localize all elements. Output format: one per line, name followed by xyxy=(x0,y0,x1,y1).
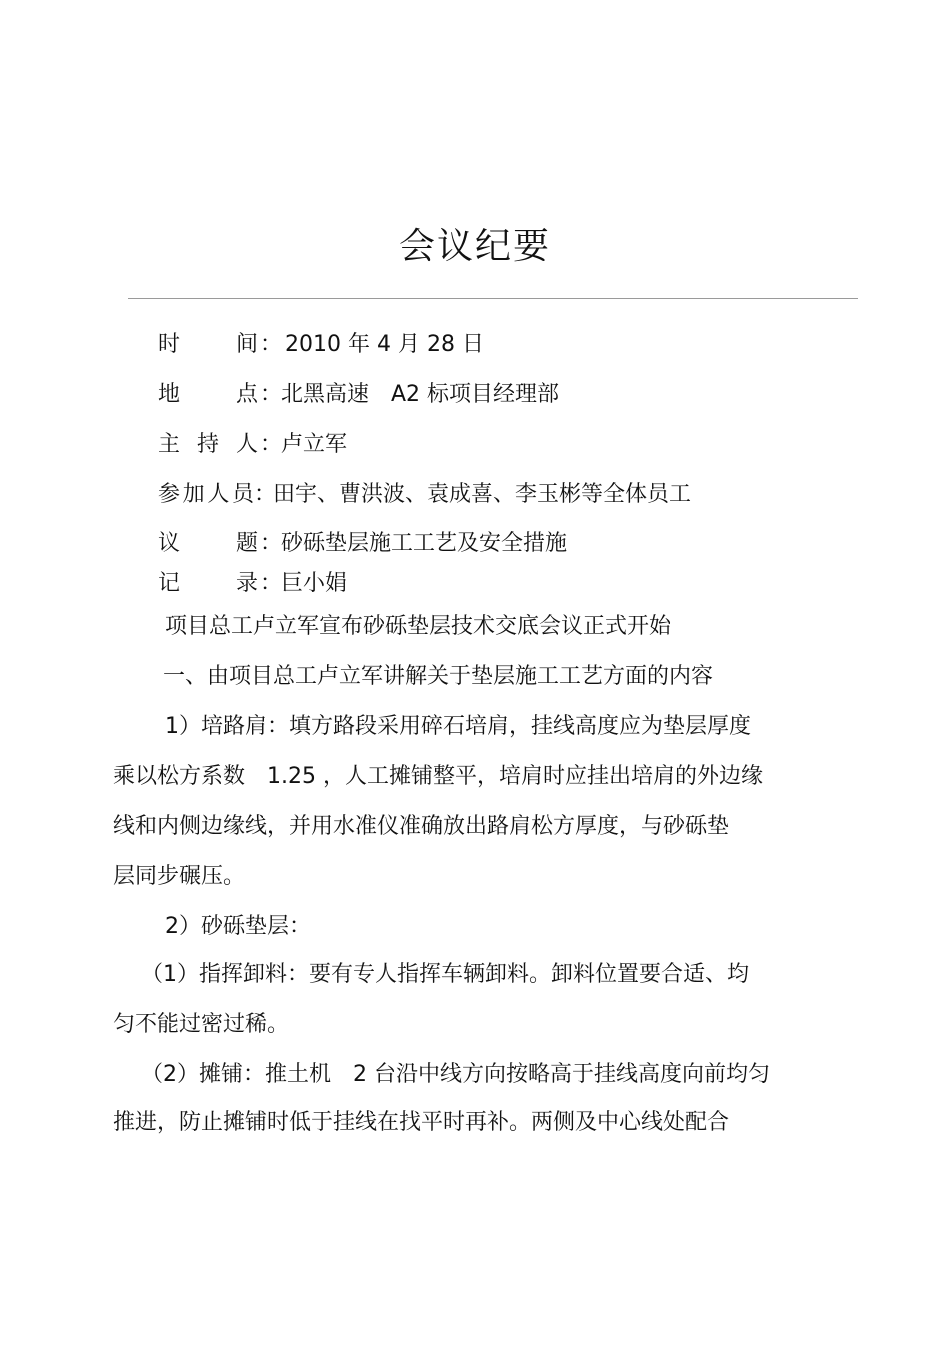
body-subitem-2-line-2: 推进，防止摊铺时低于挂线在找平时再补。两侧及中心线处配合 xyxy=(113,1110,730,1135)
meta-colon-time: ： xyxy=(260,332,283,357)
meta-colon-topic: ： xyxy=(260,531,283,556)
meta-value-time: 2010 年 4 月 28 日 xyxy=(285,332,484,357)
meta-label-time: 时间 xyxy=(158,332,258,357)
meta-colon-place: ： xyxy=(260,382,283,407)
body-item-1-line-4: 层同步碾压。 xyxy=(113,864,246,889)
document-title: 会议纪要 xyxy=(398,226,551,267)
meta-label-place: 地点 xyxy=(158,382,258,407)
meta-value-host: 卢立军 xyxy=(281,432,348,457)
title-divider xyxy=(128,298,858,299)
meta-colon-host: ： xyxy=(260,432,283,457)
body-paragraph-opening: 项目总工卢立军宣布砂砾垫层技术交底会议正式开始 xyxy=(165,614,672,639)
meta-value-topic: 砂砾垫层施工工艺及安全措施 xyxy=(281,531,568,556)
body-item-1-line-2: 乘以松方系数 1.25 ，人工摊铺整平，培肩时应挂出培肩的外边缘 xyxy=(113,764,763,789)
meta-label-recorder: 记录 xyxy=(158,571,258,596)
meta-label-attendees: 参加人员 xyxy=(158,482,254,507)
body-item-2-heading: 2）砂砾垫层： xyxy=(165,914,311,939)
body-subitem-1-line-1: （1）指挥卸料：要有专人指挥车辆卸料。卸料位置要合适、均 xyxy=(141,962,749,987)
meta-label-topic: 议题 xyxy=(158,531,258,556)
meta-colon-recorder: ： xyxy=(260,571,283,596)
body-section-heading: 一、由项目总工卢立军讲解关于垫层施工工艺方面的内容 xyxy=(163,664,714,689)
meta-value-attendees: 田宇、曹洪波、袁成喜、李玉彬等全体员工 xyxy=(273,482,692,507)
body-subitem-1-line-2: 匀不能过密过稀。 xyxy=(113,1012,290,1037)
meta-value-place: 北黑高速 A2 标项目经理部 xyxy=(281,382,560,407)
body-item-1-line-1: 1）培路肩：填方路段采用碎石培肩，挂线高度应为垫层厚度 xyxy=(165,714,751,739)
meta-colon-attendees: ： xyxy=(254,482,277,507)
meta-value-recorder: 巨小娟 xyxy=(281,571,348,596)
body-item-1-line-3: 线和内侧边缘线，并用水准仪准确放出路肩松方厚度，与砂砾垫 xyxy=(113,814,730,839)
meta-label-host: 主持人 xyxy=(158,432,258,457)
body-subitem-2-line-1: （2）摊铺：推土机 2 台沿中线方向按略高于挂线高度向前均匀 xyxy=(141,1062,770,1087)
